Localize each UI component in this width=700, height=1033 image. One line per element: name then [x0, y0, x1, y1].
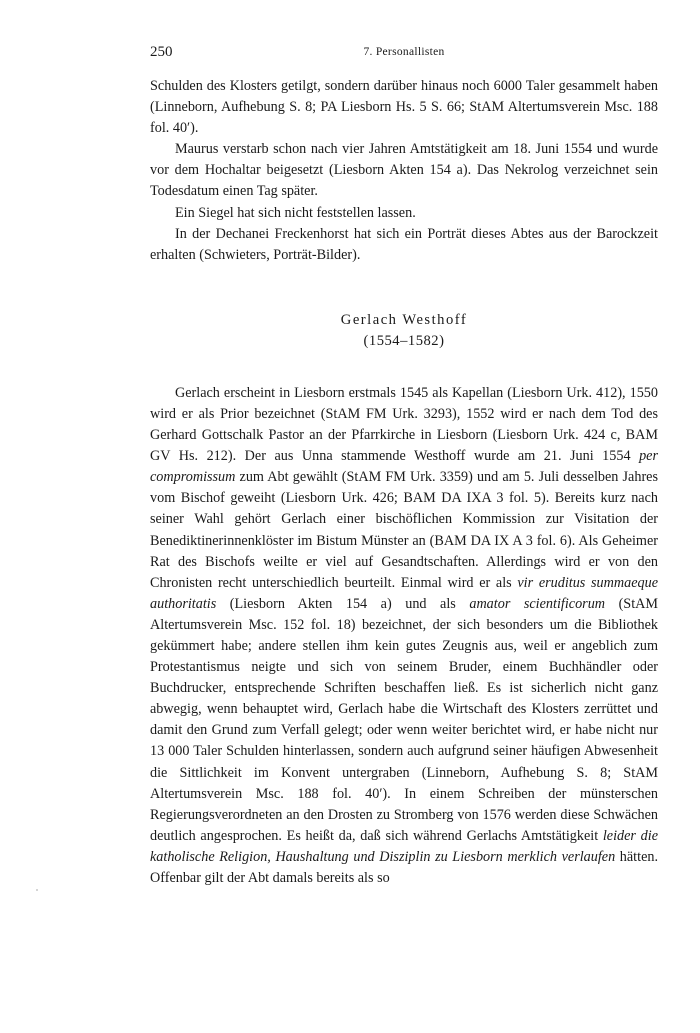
paragraph-seal	[150, 203, 658, 224]
section-heading	[150, 310, 658, 352]
latin-phrase: vir eruditus summaeque authoritatis	[150, 574, 658, 612]
paragraph-portrait	[150, 224, 658, 266]
text-run: (StAM Altertumsverein Msc. 152 fol. 18) bezeichnet, der sich besonders um die Bibliothek gekümmert habe; andere stellen ihm kein gutes Zeugnis aus, weil er angeblich zum Protestantismus neigte und sich von seinem Bruder, einem Buchhändler oder Buchdrucker, entsprechende Schriften beschaffen ließ. Es ist sicherlich nicht ganz abwegig, wenn behauptet wird, Gerlach habe die Wirtschaft des Klosters zerrüttet und damit den Grund zum Verfall gelegt; oder wenn weiter berichtet wird, er habe nicht nur 13 000 Taler Schulden hinterlassen, sondern auch aufgrund seiner häufigen Abwesenheit die Sittlichkeit im Konvent untergraben (Linneborn, Aufhebung S. 8; StAM Altertumsverein Msc. 188 fol. 40′). In einem Schreiben der münsterschen Regierungsverordneten an den Drosten zu Stromberg von 1576 werden diese Schwächen deutlich angesprochen. Es heißt da, daß sich während Gerlachs Amtstätigkeit	[150, 595, 658, 844]
text-run: zum Abt gewählt (StAM FM Urk. 3359) und am 5. Juli desselben Jahres vom Bischof geweiht (Liesborn Urk. 426; BAM DA IXA 3 fol. 5). Bereits kurz nach seiner Wahl gehört Gerlach einer bischöflichen Kommission zur Visitation der Benediktinerinnenklöster im Bistum Münster an (BAM DA IX A 3 fol. 6). Als Geheimer Rat des Bischofs weilte er viel auf Gesandtschaften. Allerdings wird er von den Chronisten recht unterschiedlich beurteilt. Einmal wird er als	[150, 469, 658, 591]
quoted-phrase: leider die katholische Religion, Haushaltung und Disziplin zu Liesborn merklich verlaufen	[150, 827, 658, 865]
text-run: Schulden des Klosters getilgt, sondern darüber hinaus noch 6000 Taler gesammelt haben (Linneborn, Aufhebung S. 8; PA Liesborn Hs. 5 S. 66; StAM Altertumsverein Msc. 188 fol. 40′).	[150, 78, 658, 137]
paragraph-maurus-death	[150, 139, 658, 202]
text-run: Gerlach erscheint in Liesborn erstmals 1545 als Kapellan (Liesborn Urk. 412), 1550 wird er als Prior bezeichnet (StAM FM Urk. 3293), 1552 wird er nach dem Tod des Gerhard Gottschalk Pastor an der Pfarrkirche in Liesborn (Liesborn Urk. 424 c, BAM GV Hs. 212). Der aus Unna stammende Westhoff wurde am 21. Juni 1554	[150, 384, 658, 465]
section-title: Gerlach Westhoff	[340, 311, 468, 328]
text-run: Ein Siegel hat sich nicht feststellen lassen.	[175, 204, 416, 221]
running-head: 7. Personallisten	[363, 46, 445, 58]
text-run: In der Dechanei Freckenhorst hat sich ein Porträt dieses Abtes aus der Barockzeit erhalten (Schwieters, Porträt-Bilder).	[150, 225, 658, 263]
text-run: Maurus verstarb schon nach vier Jahren Amtstätigkeit am 18. Juni 1554 und wurde vor dem Hochaltar beigesetzt (Liesborn Akten 154 a). Das Nekrolog verzeichnet sein Todesdatum einen Tag später.	[150, 141, 658, 200]
section-spacer	[150, 352, 658, 383]
paragraph-continuation	[150, 76, 658, 139]
margin-speck	[36, 889, 38, 891]
body-text	[150, 76, 658, 889]
text-run: (Liesborn Akten 154 a) und als	[216, 595, 470, 612]
text-run: hätten. Offenbar gilt der Abt damals bereits als so	[150, 848, 659, 886]
section-years: (1554–1582)	[363, 332, 445, 349]
paragraph-gerlach	[150, 383, 658, 889]
latin-phrase: amator scientificorum	[469, 595, 606, 612]
latin-phrase: per compromissum	[150, 448, 658, 486]
page-header	[150, 44, 658, 64]
page-number: 250	[150, 44, 173, 60]
